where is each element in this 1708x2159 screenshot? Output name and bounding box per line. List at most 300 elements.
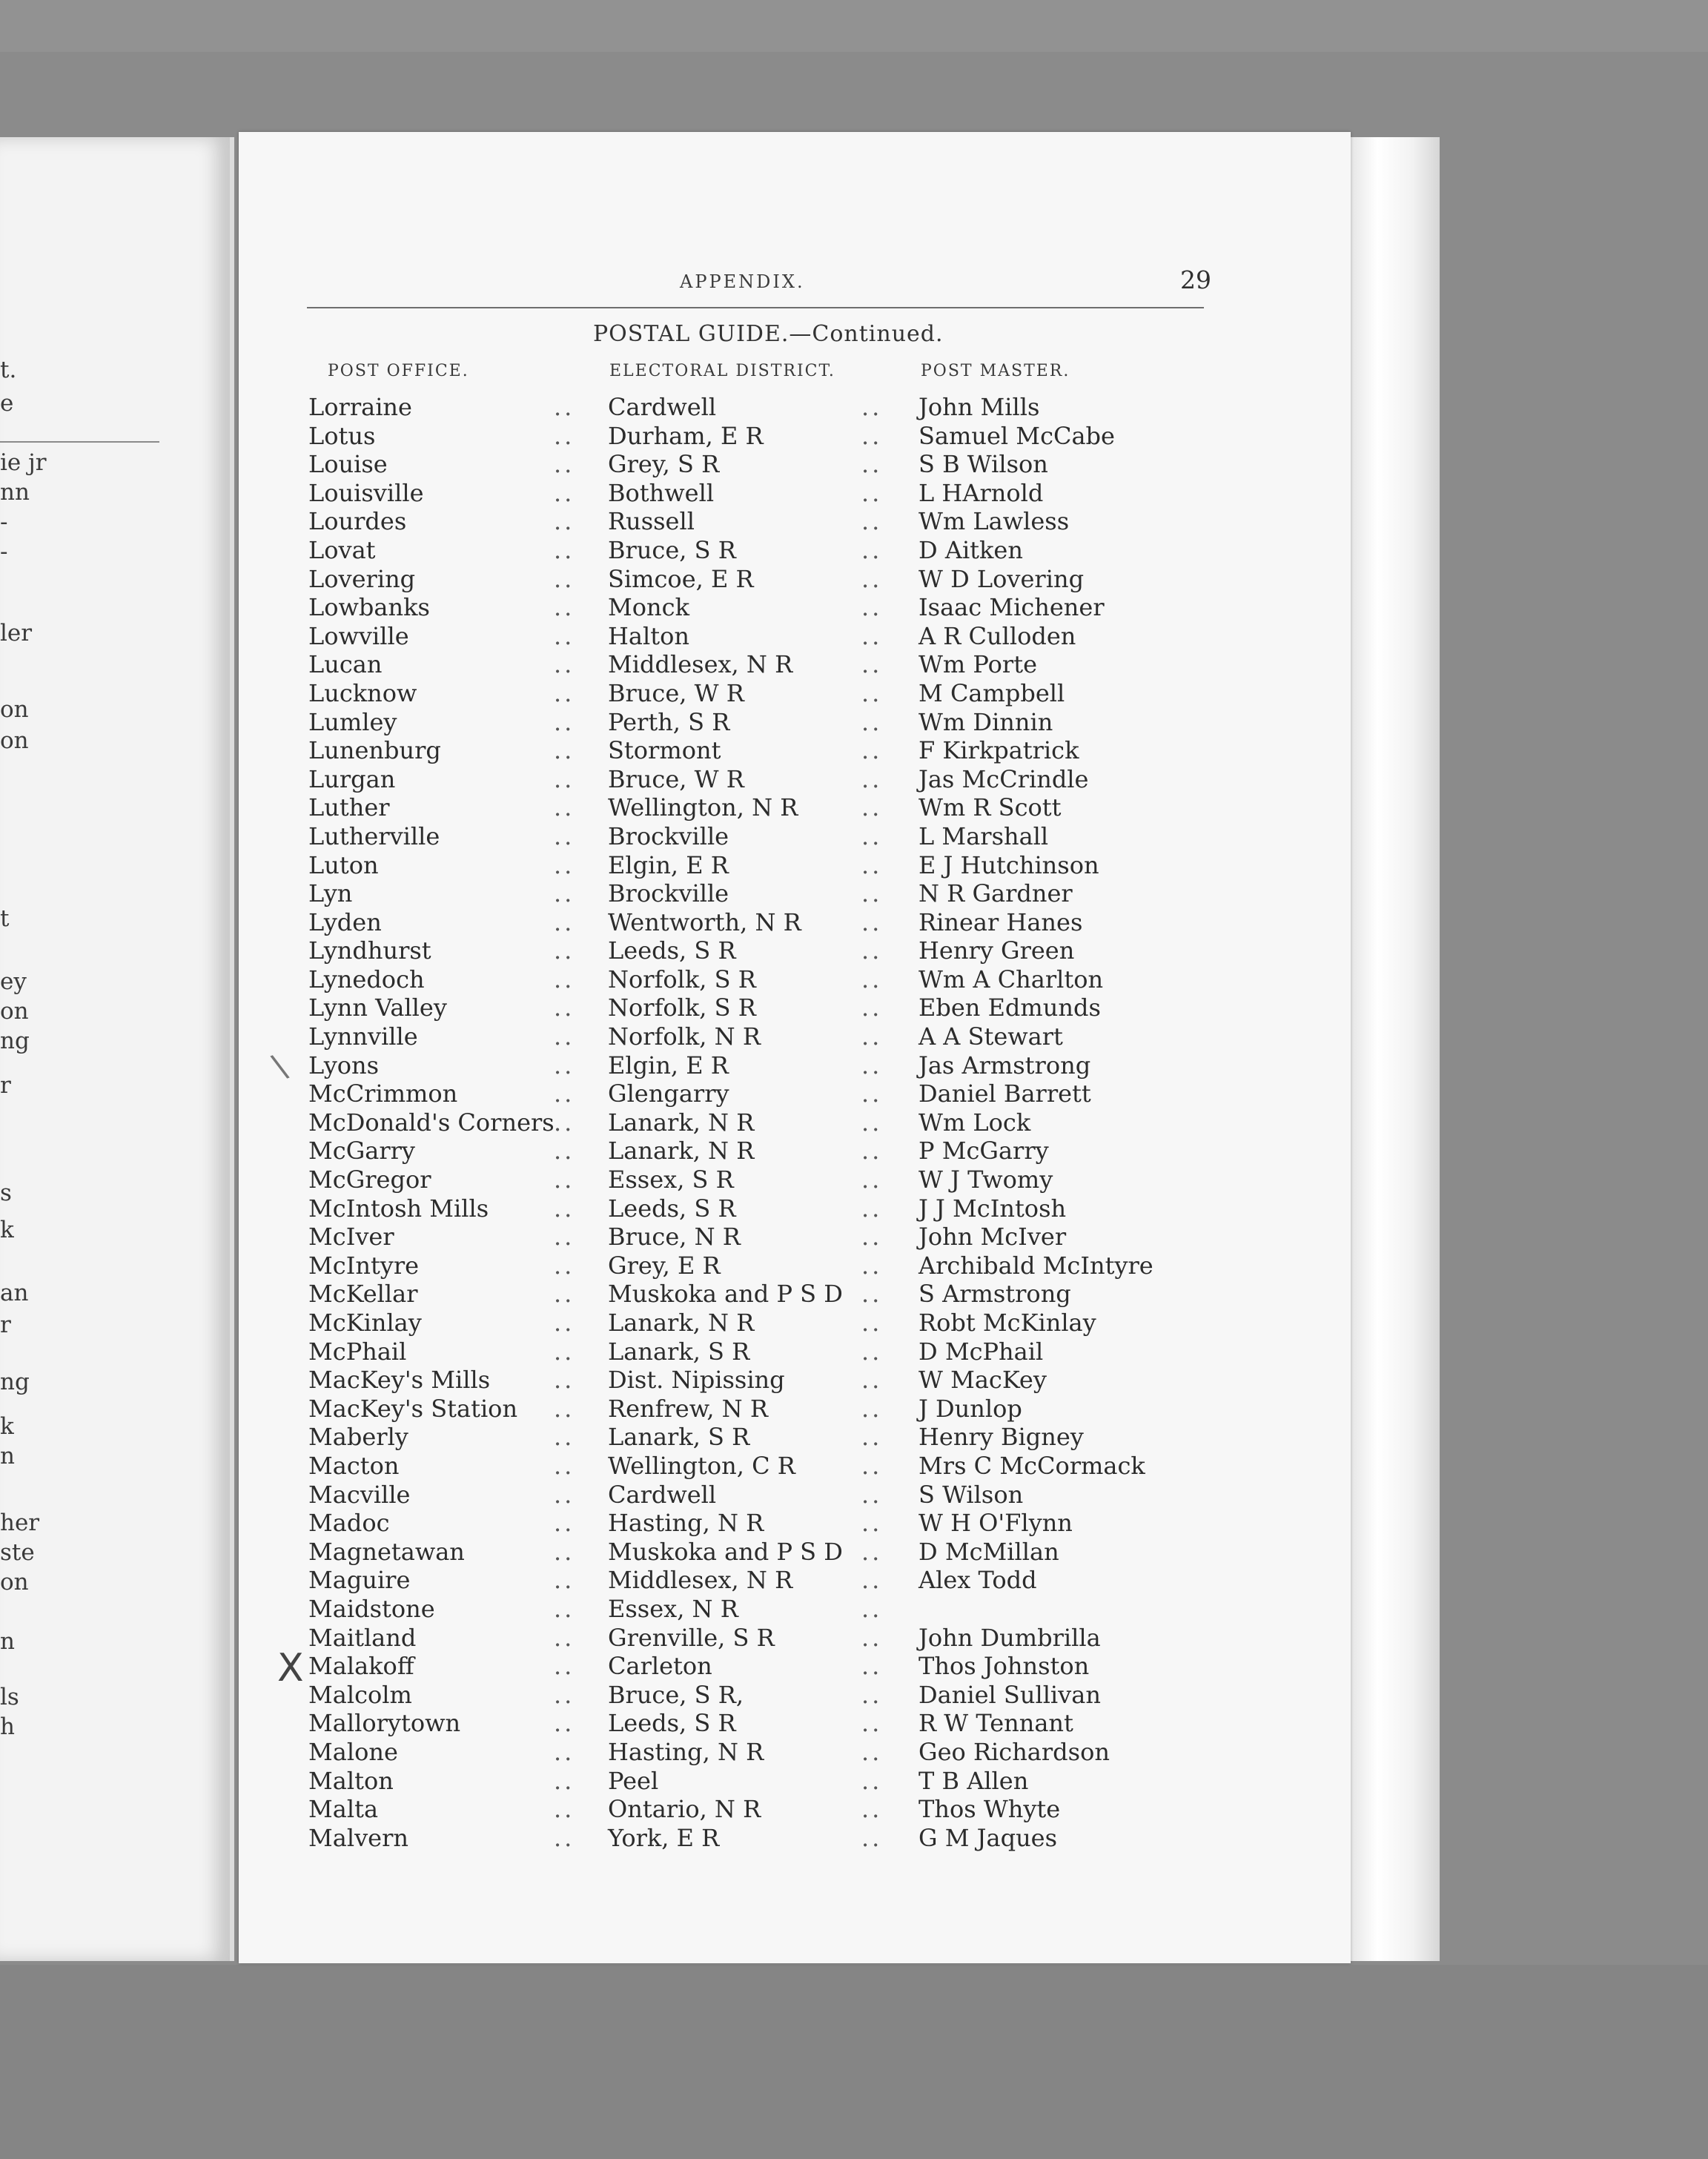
post-master-cell: John Mills xyxy=(918,393,1040,421)
left-page-fragment-text: n xyxy=(0,1628,15,1655)
leader-dots: .. xyxy=(861,1594,883,1623)
post-office-cell: McCrimmon xyxy=(308,1080,458,1108)
leader-dots: .. xyxy=(861,764,883,793)
table-row xyxy=(239,965,1351,994)
leader-dots: .. xyxy=(554,1108,575,1137)
electoral-district-cell: Wellington, C R xyxy=(608,1451,795,1480)
table-row xyxy=(239,1509,1351,1538)
post-master-cell: Wm Dinnin xyxy=(918,707,1053,736)
leader-dots: .. xyxy=(554,764,575,793)
post-office-cell: McKinlay xyxy=(308,1309,422,1337)
post-master-cell: A A Stewart xyxy=(918,1022,1063,1051)
table-row xyxy=(239,1767,1351,1796)
table-row xyxy=(239,1452,1351,1481)
post-office-cell: Lynn Valley xyxy=(308,993,447,1022)
electoral-district-cell: Ontario, N R xyxy=(608,1795,761,1824)
electoral-district-cell: Wentworth, N R xyxy=(608,907,801,936)
post-office-cell: Maitland xyxy=(308,1623,417,1652)
post-office-cell: Lourdes xyxy=(308,507,407,536)
post-master-cell: D McPhail xyxy=(918,1337,1044,1366)
left-page-fragment-text: ey xyxy=(0,968,27,995)
handwritten-tick-mark: \ xyxy=(268,1047,292,1086)
leader-dots: .. xyxy=(554,1080,575,1108)
post-office-cell: Lumley xyxy=(308,707,397,736)
post-master-cell: Wm Lock xyxy=(918,1108,1031,1137)
electoral-district-cell: Cardwell xyxy=(608,393,717,421)
leader-dots: .. xyxy=(554,1623,575,1652)
electoral-district-cell: Bruce, W R xyxy=(608,678,744,707)
post-master-cell: S Armstrong xyxy=(918,1280,1071,1309)
leader-dots: .. xyxy=(861,993,883,1022)
post-master-cell: E J Hutchinson xyxy=(918,850,1099,879)
leader-dots: .. xyxy=(861,1022,883,1051)
electoral-district-cell: Muskoka and P S D xyxy=(608,1280,843,1309)
post-master-cell: Jas Armstrong xyxy=(918,1051,1091,1080)
leader-dots: .. xyxy=(554,1509,575,1538)
leader-dots: .. xyxy=(554,393,575,421)
post-master-cell: R W Tennant xyxy=(918,1709,1073,1738)
post-master-cell: P McGarry xyxy=(918,1137,1049,1166)
electoral-district-cell: Hasting, N R xyxy=(608,1737,764,1766)
table-row xyxy=(239,1652,1351,1681)
leader-dots: .. xyxy=(554,507,575,536)
leader-dots: .. xyxy=(554,1823,575,1852)
leader-dots: .. xyxy=(861,736,883,765)
post-office-cell: Malcolm xyxy=(308,1680,412,1709)
post-office-cell: Luton xyxy=(308,850,379,879)
left-page-fragment-text: e xyxy=(0,390,14,417)
electoral-district-cell: Elgin, E R xyxy=(608,1051,729,1080)
leader-dots: .. xyxy=(554,1737,575,1766)
post-master-cell: F Kirkpatrick xyxy=(918,736,1079,765)
electoral-district-cell: Middlesex, N R xyxy=(608,650,793,679)
leader-dots: .. xyxy=(861,621,883,650)
electoral-district-cell: Leeds, S R xyxy=(608,1194,736,1223)
table-row xyxy=(239,1194,1351,1223)
table-row xyxy=(239,793,1351,822)
left-page-fragment-text: k xyxy=(0,1413,14,1440)
table-row xyxy=(239,765,1351,794)
post-office-cell: Macton xyxy=(308,1451,400,1480)
left-page-fragment-text: on xyxy=(0,696,29,723)
electoral-district-cell: Elgin, E R xyxy=(608,850,729,879)
leader-dots: .. xyxy=(554,650,575,679)
leader-dots: .. xyxy=(861,507,883,536)
leader-dots: .. xyxy=(861,1566,883,1595)
post-master-cell: S Wilson xyxy=(918,1480,1024,1509)
electoral-district-cell: Hasting, N R xyxy=(608,1509,764,1538)
post-office-cell: McIver xyxy=(308,1223,394,1252)
electoral-district-cell: Essex, S R xyxy=(608,1166,734,1194)
leader-dots: .. xyxy=(861,1737,883,1766)
post-office-cell: Lynnville xyxy=(308,1022,418,1051)
post-office-cell: McIntosh Mills xyxy=(308,1194,489,1223)
table-row xyxy=(239,1137,1351,1166)
post-office-cell: McDonald's Corners xyxy=(308,1108,555,1137)
post-office-cell: Lurgan xyxy=(308,764,396,793)
electoral-district-cell: Russell xyxy=(608,507,695,536)
leader-dots: .. xyxy=(554,593,575,622)
leader-dots: .. xyxy=(554,1394,575,1423)
leader-dots: .. xyxy=(861,1480,883,1509)
electoral-district-cell: Bruce, S R xyxy=(608,535,736,564)
post-master-cell: Isaac Michener xyxy=(918,593,1105,622)
leader-dots: .. xyxy=(861,1509,883,1538)
left-page-fragment-text: k xyxy=(0,1217,14,1243)
post-master-cell: Wm A Charlton xyxy=(918,965,1104,993)
leader-dots: .. xyxy=(554,621,575,650)
table-row xyxy=(239,1309,1351,1338)
leader-dots: .. xyxy=(554,850,575,879)
leader-dots: .. xyxy=(861,879,883,908)
post-office-cell: Luther xyxy=(308,793,390,822)
left-page-rule xyxy=(0,441,159,443)
leader-dots: .. xyxy=(554,1680,575,1709)
post-master-cell: Wm Porte xyxy=(918,650,1037,679)
post-master-cell: W J Twomy xyxy=(918,1166,1053,1194)
leader-dots: .. xyxy=(554,1594,575,1623)
table-row xyxy=(239,1624,1351,1653)
leader-dots: .. xyxy=(554,1223,575,1252)
post-master-cell: T B Allen xyxy=(918,1766,1029,1795)
table-row xyxy=(239,908,1351,937)
electoral-district-cell: Lanark, S R xyxy=(608,1423,750,1452)
leader-dots: .. xyxy=(861,850,883,879)
post-master-cell: Wm Lawless xyxy=(918,507,1070,536)
leader-dots: .. xyxy=(861,1709,883,1738)
header-rule xyxy=(307,307,1204,308)
leader-dots: .. xyxy=(861,1080,883,1108)
table-row xyxy=(239,679,1351,708)
left-page-fragment-text: on xyxy=(0,998,29,1025)
electoral-district-cell: Bruce, W R xyxy=(608,764,744,793)
electoral-district-cell: Brockville xyxy=(608,821,729,850)
post-office-cell: Louise xyxy=(308,450,388,479)
leader-dots: .. xyxy=(861,450,883,479)
electoral-district-cell: Peel xyxy=(608,1766,659,1795)
leader-dots: .. xyxy=(554,450,575,479)
page-edge xyxy=(1351,137,1440,1961)
table-row xyxy=(239,936,1351,965)
leader-dots: .. xyxy=(861,1766,883,1795)
leader-dots: .. xyxy=(861,1051,883,1080)
leader-dots: .. xyxy=(554,1795,575,1824)
leader-dots: .. xyxy=(554,1709,575,1738)
leader-dots: .. xyxy=(861,1366,883,1395)
post-office-cell: Lotus xyxy=(308,421,376,450)
post-master-cell: Robt McKinlay xyxy=(918,1309,1096,1337)
post-master-cell: A R Culloden xyxy=(918,621,1076,650)
table-row xyxy=(239,1108,1351,1137)
post-office-cell: Malton xyxy=(308,1766,394,1795)
leader-dots: .. xyxy=(554,821,575,850)
table-row xyxy=(239,393,1351,422)
leader-dots: .. xyxy=(861,1652,883,1681)
post-office-cell: Lovat xyxy=(308,535,376,564)
post-office-cell: Malvern xyxy=(308,1823,408,1852)
leader-dots: .. xyxy=(861,907,883,936)
post-master-cell: J J McIntosh xyxy=(918,1194,1067,1223)
post-master-cell: Archibald McIntyre xyxy=(918,1251,1153,1280)
leader-dots: .. xyxy=(554,1280,575,1309)
leader-dots: .. xyxy=(861,1680,883,1709)
post-master-cell: Thos Johnston xyxy=(918,1652,1090,1681)
leader-dots: .. xyxy=(861,1423,883,1452)
left-page-fragment-text: ste xyxy=(0,1539,35,1566)
leader-dots: .. xyxy=(554,1766,575,1795)
electoral-district-cell: Leeds, S R xyxy=(608,1709,736,1738)
post-office-cell: Malone xyxy=(308,1737,398,1766)
leader-dots: .. xyxy=(861,1166,883,1194)
leader-dots: .. xyxy=(554,936,575,965)
left-page-fragment-text: ng xyxy=(0,1369,30,1395)
post-master-cell: Daniel Sullivan xyxy=(918,1680,1101,1709)
leader-dots: .. xyxy=(861,1537,883,1566)
post-master-cell: Henry Bigney xyxy=(918,1423,1084,1452)
table-row xyxy=(239,993,1351,1022)
post-office-cell: Magnetawan xyxy=(308,1537,465,1566)
table-row xyxy=(239,822,1351,851)
leader-dots: .. xyxy=(861,1623,883,1652)
leader-dots: .. xyxy=(861,1309,883,1337)
post-office-cell: McGarry xyxy=(308,1137,415,1166)
leader-dots: .. xyxy=(861,965,883,993)
electoral-district-cell: Bruce, N R xyxy=(608,1223,741,1252)
leader-dots: .. xyxy=(554,993,575,1022)
electoral-district-cell: Halton xyxy=(608,621,689,650)
electoral-district-cell: Grenville, S R xyxy=(608,1623,775,1652)
table-row xyxy=(239,708,1351,737)
post-office-cell: Lucan xyxy=(308,650,383,679)
post-office-cell: Louisville xyxy=(308,478,424,507)
leader-dots: .. xyxy=(554,478,575,507)
table-row xyxy=(239,479,1351,508)
post-office-cell: McKellar xyxy=(308,1280,418,1309)
book-page xyxy=(239,132,1351,1963)
table-row xyxy=(239,507,1351,536)
electoral-district-cell: Carleton xyxy=(608,1652,712,1681)
table-row xyxy=(239,1051,1351,1080)
table-row xyxy=(239,1395,1351,1424)
leader-dots: .. xyxy=(554,1137,575,1166)
left-page-fragment-text: r xyxy=(0,1312,11,1338)
electoral-district-cell: Norfolk, S R xyxy=(608,993,756,1022)
post-office-cell: Macville xyxy=(308,1480,411,1509)
electoral-district-cell: Lanark, N R xyxy=(608,1309,755,1337)
post-master-cell: N R Gardner xyxy=(918,879,1073,908)
post-master-cell: Wm R Scott xyxy=(918,793,1062,822)
leader-dots: .. xyxy=(861,936,883,965)
electoral-district-cell: Essex, N R xyxy=(608,1594,738,1623)
left-page-fragment-text: on xyxy=(0,727,29,754)
electoral-district-cell: Glengarry xyxy=(608,1080,729,1108)
leader-dots: .. xyxy=(861,650,883,679)
post-office-cell: Malta xyxy=(308,1795,379,1824)
electoral-district-cell: Perth, S R xyxy=(608,707,730,736)
leader-dots: .. xyxy=(861,564,883,593)
scanner-backdrop-bottom xyxy=(0,1965,1708,2159)
post-office-cell: McIntyre xyxy=(308,1251,420,1280)
electoral-district-cell: Lanark, S R xyxy=(608,1337,750,1366)
table-row xyxy=(239,565,1351,594)
leader-dots: .. xyxy=(861,1451,883,1480)
electoral-district-cell: Renfrew, N R xyxy=(608,1394,768,1423)
table-row xyxy=(239,1366,1351,1395)
table-row xyxy=(239,1538,1351,1567)
post-office-cell: Malakoff xyxy=(308,1652,414,1681)
leader-dots: .. xyxy=(554,678,575,707)
post-master-cell: Jas McCrindle xyxy=(918,764,1089,793)
electoral-district-cell: Norfolk, S R xyxy=(608,965,756,993)
column-header-post-office: POST OFFICE. xyxy=(328,362,469,380)
left-page-fragment-text: an xyxy=(0,1280,29,1306)
post-office-cell: Lyndhurst xyxy=(308,936,431,965)
leader-dots: .. xyxy=(861,393,883,421)
table-row xyxy=(239,1709,1351,1738)
leader-dots: .. xyxy=(554,736,575,765)
leader-dots: .. xyxy=(554,907,575,936)
table-row xyxy=(239,1423,1351,1452)
leader-dots: .. xyxy=(861,421,883,450)
electoral-district-cell: Cardwell xyxy=(608,1480,717,1509)
table-row xyxy=(239,450,1351,479)
post-master-cell: Henry Green xyxy=(918,936,1075,965)
left-page-fragment-text: h xyxy=(0,1713,15,1740)
leader-dots: .. xyxy=(861,707,883,736)
post-master-cell: Mrs C McCormack xyxy=(918,1451,1145,1480)
scanner-backdrop-top xyxy=(0,0,1708,52)
electoral-district-cell: Muskoka and P S D xyxy=(608,1537,843,1566)
table-row xyxy=(239,1022,1351,1051)
column-header-electoral-district: ELECTORAL DISTRICT. xyxy=(609,362,835,380)
leader-dots: .. xyxy=(861,1337,883,1366)
post-master-cell: Alex Todd xyxy=(918,1566,1037,1595)
post-office-cell: Maidstone xyxy=(308,1594,435,1623)
leader-dots: .. xyxy=(861,1251,883,1280)
leader-dots: .. xyxy=(861,821,883,850)
leader-dots: .. xyxy=(861,1280,883,1309)
post-office-cell: Lunenburg xyxy=(308,736,441,765)
post-office-cell: Madoc xyxy=(308,1509,390,1538)
post-office-cell: McPhail xyxy=(308,1337,407,1366)
table-row xyxy=(239,1824,1351,1853)
post-master-cell: M Campbell xyxy=(918,678,1065,707)
leader-dots: .. xyxy=(554,879,575,908)
left-page-fragment-text: - xyxy=(0,509,8,535)
table-row xyxy=(239,593,1351,622)
electoral-district-cell: Brockville xyxy=(608,879,729,908)
post-office-cell: Lorraine xyxy=(308,393,412,421)
post-master-cell: J Dunlop xyxy=(918,1394,1022,1423)
post-master-cell: D McMillan xyxy=(918,1537,1059,1566)
post-office-cell: Maguire xyxy=(308,1566,411,1595)
post-master-cell: Rinear Hanes xyxy=(918,907,1083,936)
table-row xyxy=(239,1223,1351,1252)
left-page-fragment-text: on xyxy=(0,1569,29,1596)
post-master-cell: John McIver xyxy=(918,1223,1067,1252)
post-office-cell: McGregor xyxy=(308,1166,431,1194)
table-row xyxy=(239,1280,1351,1309)
leader-dots: .. xyxy=(861,793,883,822)
leader-dots: .. xyxy=(554,1537,575,1566)
electoral-district-cell: Stormont xyxy=(608,736,721,765)
post-master-cell: W H O'Flynn xyxy=(918,1509,1073,1538)
table-row xyxy=(239,622,1351,651)
post-office-cell: Lyden xyxy=(308,907,382,936)
post-master-cell: L HArnold xyxy=(918,478,1044,507)
leader-dots: .. xyxy=(861,1194,883,1223)
table-row xyxy=(239,1795,1351,1824)
electoral-district-cell: Leeds, S R xyxy=(608,936,736,965)
leader-dots: .. xyxy=(554,1451,575,1480)
post-office-cell: Lowbanks xyxy=(308,593,430,622)
post-master-cell: W MacKey xyxy=(918,1366,1047,1395)
electoral-district-cell: York, E R xyxy=(608,1823,720,1852)
post-office-cell: Lyons xyxy=(308,1051,380,1080)
leader-dots: .. xyxy=(861,593,883,622)
post-office-cell: Lovering xyxy=(308,564,416,593)
leader-dots: .. xyxy=(554,1022,575,1051)
post-office-cell: Lynedoch xyxy=(308,965,425,993)
left-page-fragment-text: nn xyxy=(0,479,30,506)
leader-dots: .. xyxy=(861,535,883,564)
leader-dots: .. xyxy=(554,564,575,593)
leader-dots: .. xyxy=(861,478,883,507)
table-row xyxy=(239,736,1351,765)
electoral-district-cell: Grey, S R xyxy=(608,450,720,479)
table-row xyxy=(239,422,1351,451)
left-page-fragment-text: t xyxy=(0,905,10,932)
leader-dots: .. xyxy=(554,1480,575,1509)
post-office-cell: Lucknow xyxy=(308,678,417,707)
column-header-post-master: POST MASTER. xyxy=(921,362,1070,380)
post-master-cell: Daniel Barrett xyxy=(918,1080,1091,1108)
post-master-cell: Thos Whyte xyxy=(918,1795,1061,1824)
leader-dots: .. xyxy=(554,1366,575,1395)
table-row xyxy=(239,1681,1351,1710)
page-number: 29 xyxy=(1180,265,1211,294)
post-master-cell: John Dumbrilla xyxy=(918,1623,1101,1652)
post-office-cell: Mallorytown xyxy=(308,1709,461,1738)
table-row xyxy=(239,1738,1351,1767)
post-office-cell: Lowville xyxy=(308,621,409,650)
handwritten-x-mark: X xyxy=(277,1646,304,1690)
leader-dots: .. xyxy=(861,678,883,707)
leader-dots: .. xyxy=(554,707,575,736)
left-page-fragment-text: - xyxy=(0,538,8,565)
left-page-fragment-text: t. xyxy=(0,357,17,383)
table-row xyxy=(239,650,1351,679)
post-master-cell: Geo Richardson xyxy=(918,1737,1110,1766)
left-page-fragment-text: ler xyxy=(0,620,33,647)
left-page-fragment xyxy=(0,137,234,1961)
table-row xyxy=(239,1080,1351,1108)
leader-dots: .. xyxy=(554,965,575,993)
post-master-cell: S B Wilson xyxy=(918,450,1048,479)
post-office-cell: Lutherville xyxy=(308,821,440,850)
left-page-fragment-text: r xyxy=(0,1072,11,1099)
post-master-cell: D Aitken xyxy=(918,535,1023,564)
table-row xyxy=(239,1595,1351,1624)
post-master-cell: G M Jaques xyxy=(918,1823,1058,1852)
leader-dots: .. xyxy=(861,1823,883,1852)
left-page-fragment-text: ie jr xyxy=(0,449,47,476)
post-office-cell: MacKey's Station xyxy=(308,1394,518,1423)
leader-dots: .. xyxy=(554,1194,575,1223)
leader-dots: .. xyxy=(554,1166,575,1194)
electoral-district-cell: Lanark, N R xyxy=(608,1137,755,1166)
table-row xyxy=(239,851,1351,880)
